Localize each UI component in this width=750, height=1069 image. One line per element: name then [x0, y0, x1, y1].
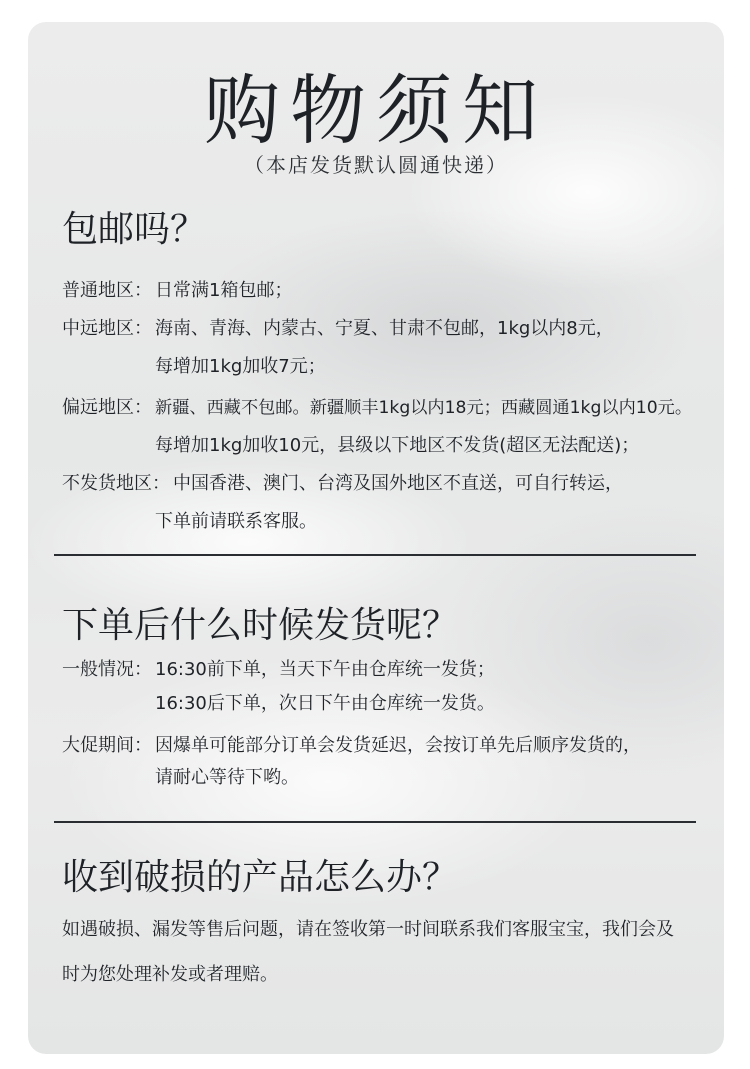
damage-text: 如遇破损、漏发等售后问题，请在签收第一时间联系我们客服宝宝，我们会及 — [62, 919, 674, 940]
no-ship-area-text: 中国香港、澳门、台湾及国外地区不直送，可自行转运， — [173, 473, 623, 494]
remote-area-text: 新疆、西藏不包邮。新疆顺丰1kg以内18元；西藏圆通1kg以内10元。 — [155, 398, 693, 418]
mid-area-text: 海南、青海、内蒙古、宁夏、甘肃不包邮，1kg以内8元， — [155, 318, 614, 339]
page-title: 购物须知 — [204, 66, 548, 155]
promo-period-label: 大促期间： — [62, 735, 152, 756]
promo-period-text: 因爆单可能部分订单会发货延迟，会按订单先后顺序发货的， — [155, 735, 641, 756]
normal-case-text-2: 16:30后下单，次日下午由仓库统一发货。 — [155, 693, 495, 714]
promo-period-text-2: 请耐心等待下哟。 — [155, 767, 299, 788]
divider — [54, 821, 696, 823]
section-title-shipping: 包邮吗？ — [62, 209, 207, 250]
no-ship-area-label: 不发货地区： — [62, 473, 170, 494]
remote-area-label: 偏远地区： — [62, 397, 152, 418]
mid-area-label: 中远地区： — [62, 318, 152, 339]
section-title-dispatch: 下单后什么时候发货呢？ — [62, 605, 459, 646]
section-title-damage: 收到破损的产品怎么办？ — [62, 857, 459, 898]
normal-case-label: 一般情况： — [62, 659, 152, 680]
regular-area-label: 普通地区： — [62, 280, 152, 301]
shopping-notice-card — [28, 22, 724, 1054]
normal-case-text: 16:30前下单，当天下午由仓库统一发货； — [155, 659, 495, 680]
regular-area-text: 日常满1箱包邮； — [155, 280, 293, 301]
page-subtitle: （本店发货默认圆通快递） — [244, 153, 508, 177]
divider — [54, 554, 696, 556]
remote-area-text-2: 每增加1kg加收10元，县级以下地区不发货(超区无法配送)； — [155, 435, 640, 456]
no-ship-area-text-2: 下单前请联系客服。 — [155, 511, 317, 532]
mid-area-text-2: 每增加1kg加收7元； — [155, 356, 326, 377]
damage-text-2: 时为您处理补发或者理赔。 — [62, 964, 278, 985]
